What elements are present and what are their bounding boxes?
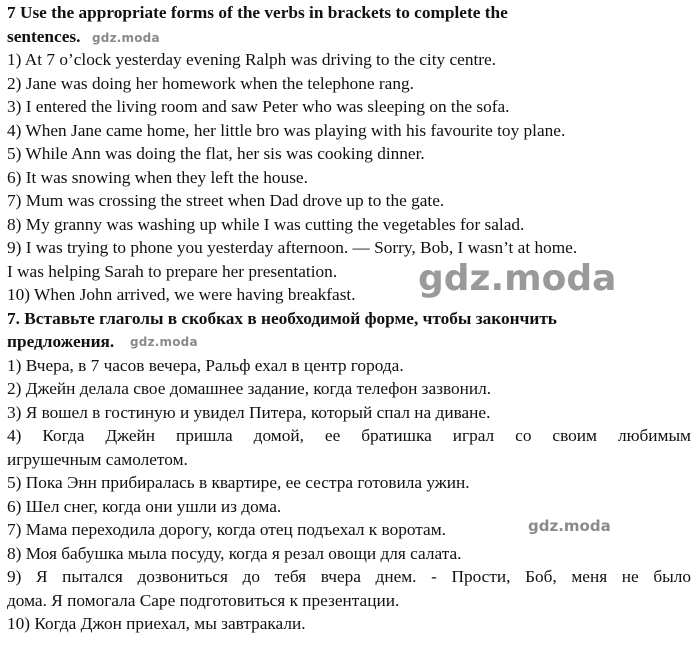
russian-sentence-10: 10) Когда Джон приехал, мы завтракали. bbox=[7, 614, 306, 633]
russian-heading-line2 bbox=[7, 330, 691, 354]
russian-sentence-7: 7) Мама переходила дорогу, когда отец подъехал к воротам. bbox=[7, 520, 446, 539]
watermark-small-top: gdz.moda bbox=[92, 31, 160, 45]
russian-sentence-8: 8) Моя бабушка мыла посуду, когда я резал овощи для салата. bbox=[7, 543, 462, 563]
exercise-page bbox=[7, 0, 691, 636]
russian-sentence-5: 5) Пока Энн прибиралась в квартире, ее сестра готовила ужин. bbox=[7, 473, 470, 492]
english-heading-line1: 7 Use the appropriate forms of the verbs in brackets to complete the bbox=[7, 3, 508, 22]
watermark-small-bottom: gdz.moda bbox=[528, 517, 611, 535]
russian-sentence-3: 3) Я вошел в гостиную и увидел Питера, который спал на диване. bbox=[7, 402, 491, 422]
english-sentence-4: 4) When Jane came home, her little bro was playing with his favourite toy plane. bbox=[7, 120, 566, 140]
russian-heading-line1: 7. Вставьте глаголы в скобках в необходимой форме, чтобы закончить bbox=[7, 308, 557, 328]
english-sentence-10: 10) When John arrived, we were having breakfast. bbox=[7, 285, 356, 304]
english-sentence-8: 8) My granny was washing up while I was cutting the vegetables for salad. bbox=[7, 214, 525, 234]
russian-sentence-6: 6) Шел снег, когда они ушли из дома. bbox=[7, 496, 282, 516]
russian-sentence-9a: 9) Я пытался дозвониться до тебя вчера днем. - Прости, Боб, меня не было bbox=[7, 567, 691, 586]
english-sentence-1: 1) At 7 o’clock yesterday evening Ralph was driving to the city centre. bbox=[7, 50, 497, 69]
russian-sentence-2: 2) Джейн делала свое домашнее задание, когда телефон зазвонил. bbox=[7, 379, 492, 398]
english-sentence-9b: I was helping Sarah to prepare her presentation. bbox=[7, 261, 338, 281]
english-heading-word: sentences. bbox=[7, 26, 81, 46]
english-sentence-6: 6) It was snowing when they left the house. bbox=[7, 167, 308, 187]
watermark-big: gdz.moda bbox=[418, 258, 617, 299]
english-sentence-3: 3) I entered the living room and saw Peter who was sleeping on the sofa. bbox=[7, 97, 510, 116]
russian-sentence-4a: 4) Когда Джейн пришла домой, ее братишка играл со своим любимым bbox=[7, 426, 691, 445]
russian-sentence-9b: дома. Я помогала Саре подготовиться к презентации. bbox=[7, 590, 400, 610]
russian-sentence-1: 1) Вчера, в 7 часов вечера, Ральф ехал в центр города. bbox=[7, 355, 404, 375]
english-sentence-2: 2) Jane was doing her homework when the telephone rang. bbox=[7, 73, 414, 93]
russian-heading-word: предложения. bbox=[7, 332, 115, 351]
english-sentence-7: 7) Mum was crossing the street when Dad drove up to the gate. bbox=[7, 191, 445, 210]
russian-sentence-4b: игрушечным самолетом. bbox=[7, 449, 188, 469]
watermark-small-mid: gdz.moda bbox=[130, 335, 198, 349]
english-sentence-5: 5) While Ann was doing the flat, her sis was cooking dinner. bbox=[7, 144, 425, 163]
english-sentence-9a: 9) I was trying to phone you yesterday afternoon. — Sorry, Bob, I wasn’t at home. bbox=[7, 238, 578, 257]
